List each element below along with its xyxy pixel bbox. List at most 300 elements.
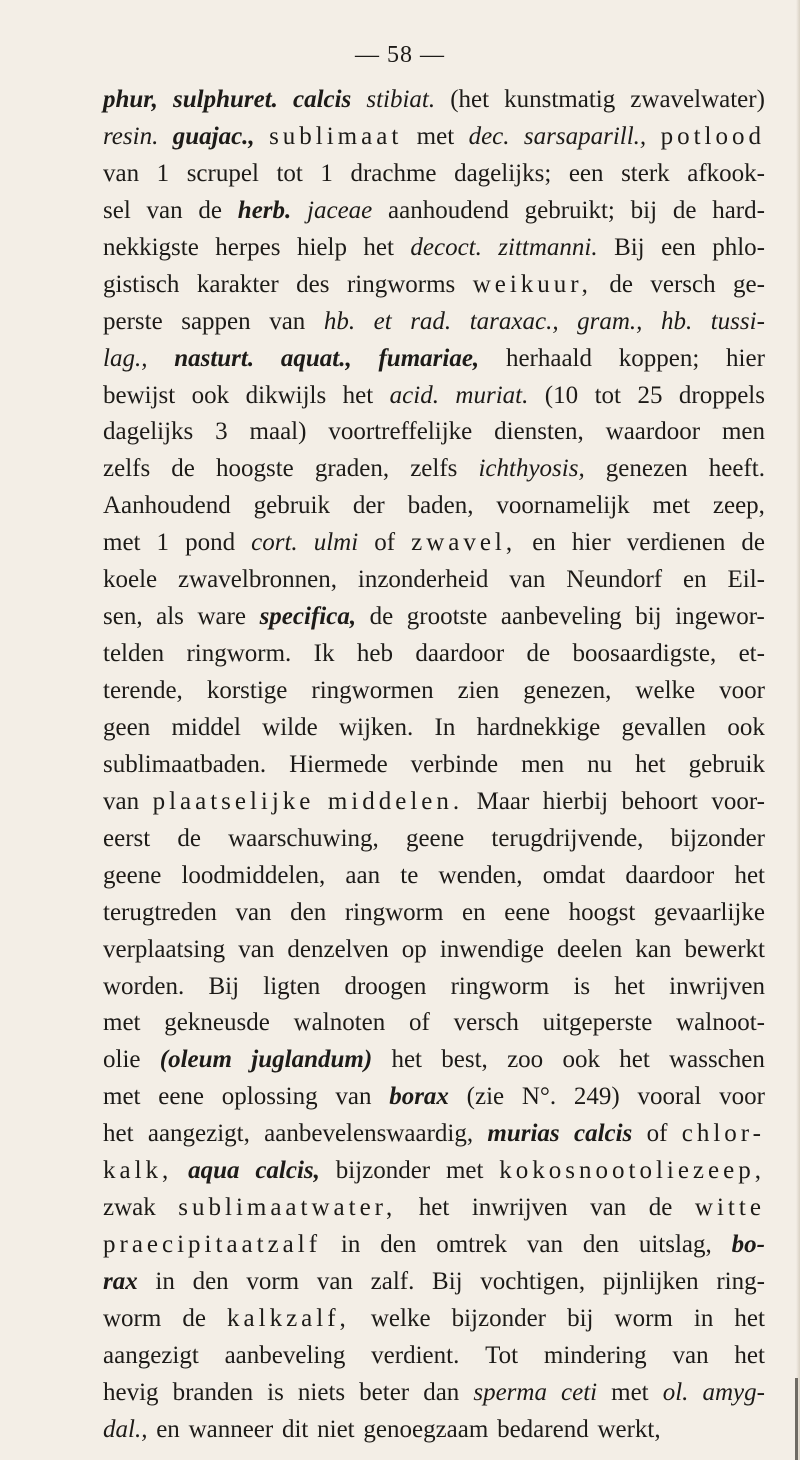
text-line — [103, 455, 765, 492]
word: zwavelbronnen, — [178, 566, 337, 594]
word: herpes — [215, 233, 281, 261]
word: aqua — [188, 1157, 240, 1185]
word: op — [401, 935, 427, 963]
word: 249) — [573, 1083, 620, 1111]
word: zwavel, — [411, 529, 517, 557]
word: middel — [171, 713, 241, 741]
word: korstige — [206, 677, 288, 704]
text-line — [103, 123, 765, 160]
word: hevig — [103, 1378, 159, 1406]
word: 25 — [637, 381, 663, 409]
word: van — [235, 898, 272, 926]
word: zien — [457, 677, 500, 704]
text-line — [103, 714, 765, 751]
word: het — [619, 1046, 650, 1074]
word: In — [434, 713, 456, 741]
body-text — [103, 86, 765, 1453]
word: bij — [630, 196, 658, 224]
word: weikuur, — [472, 270, 592, 298]
word: ringworm — [344, 898, 444, 926]
word: 1 — [156, 159, 170, 187]
word: Maar — [476, 787, 530, 815]
word: met — [652, 492, 691, 520]
word: worm — [103, 1304, 162, 1332]
word: dan — [423, 1378, 460, 1406]
word: of — [374, 529, 396, 557]
word: van — [103, 787, 140, 815]
page-number: — 58 — — [355, 42, 445, 68]
text-line — [103, 1231, 765, 1268]
word: Aanhoudend — [103, 492, 231, 520]
word: ichthyosis, — [478, 455, 585, 483]
word: borax — [389, 1083, 449, 1111]
word: in — [693, 1304, 714, 1332]
word: heeft. — [708, 455, 765, 483]
word: kan — [635, 935, 672, 963]
word: ring- — [716, 1268, 765, 1295]
word: inwrijven — [669, 972, 765, 1000]
word: geene — [103, 861, 162, 889]
word: daardoor — [415, 640, 505, 668]
word: sulphuret. — [172, 86, 278, 113]
word: aanbeveling — [500, 603, 622, 631]
word: inzonderheid — [357, 566, 489, 594]
word: 3 — [215, 418, 228, 446]
word: phur, — [103, 86, 158, 113]
word: hb. — [323, 307, 356, 335]
word: vochtigen, — [480, 1268, 586, 1295]
word: calcis, — [255, 1157, 320, 1185]
word: het — [734, 1304, 765, 1332]
word: van — [146, 196, 183, 224]
page-edge — [796, 0, 800, 1460]
word: sel — [103, 196, 131, 224]
word: is — [573, 972, 591, 1000]
word: werkt, — [597, 1415, 661, 1443]
word: versch — [650, 270, 716, 298]
word: de — [177, 824, 201, 852]
word: het — [103, 1120, 134, 1148]
word: loodmiddelen, — [181, 861, 326, 889]
word: olie — [103, 1046, 141, 1074]
word: kokosnootoliezeep, — [499, 1157, 765, 1185]
word: de — [741, 529, 765, 557]
word: van — [269, 307, 306, 335]
text-line — [103, 566, 765, 603]
word: gevallen — [621, 713, 707, 741]
word: van — [590, 1194, 627, 1222]
text-line — [103, 640, 765, 677]
word: men — [521, 750, 565, 778]
text-line — [103, 1009, 765, 1046]
word: 1 — [156, 529, 170, 557]
word: uitgeperste — [542, 1009, 653, 1037]
word: daardoor — [625, 861, 715, 889]
word: of — [646, 1120, 668, 1148]
word: gistisch — [103, 270, 180, 298]
word: bij — [635, 603, 662, 631]
word: voornamelijk — [496, 492, 630, 520]
word: praecipitaatzalf — [103, 1231, 322, 1259]
word: een — [661, 233, 696, 261]
word: bijzonder — [451, 1304, 547, 1332]
word: in — [340, 1231, 361, 1259]
text-line — [103, 1342, 765, 1379]
word: terende, — [103, 677, 183, 704]
word: hier — [726, 344, 765, 372]
word: acid. — [389, 381, 439, 409]
word: den — [582, 1231, 619, 1259]
word: boosaardigste, — [572, 640, 717, 668]
word: Bij — [614, 233, 645, 261]
word: baden, — [407, 492, 474, 520]
word: het — [391, 1046, 422, 1074]
word: lag., — [103, 344, 148, 372]
word: men — [721, 418, 765, 446]
word: calcis — [292, 86, 352, 113]
text-line — [103, 973, 765, 1010]
word: nekkigste — [103, 233, 199, 261]
word: sublimaatbaden. — [103, 750, 267, 778]
word: wilde — [262, 713, 318, 741]
word: aanbeveling — [224, 1341, 346, 1369]
word: de — [672, 196, 697, 224]
word: ceti — [561, 1378, 598, 1406]
word: branden — [172, 1378, 254, 1406]
word: met — [103, 1009, 141, 1037]
word: muriat. — [455, 381, 529, 409]
text-line — [103, 86, 765, 123]
text-line — [103, 160, 765, 197]
text-line — [103, 677, 765, 714]
word: van — [672, 1341, 709, 1369]
word: hb. — [660, 307, 693, 335]
word: Bij — [208, 972, 240, 1000]
word: de — [171, 455, 195, 483]
word: Tot — [485, 1341, 519, 1369]
word: et- — [738, 640, 765, 668]
word: ringworm. — [186, 640, 292, 668]
word: ware — [197, 603, 247, 631]
word: geene — [405, 824, 465, 852]
word: de — [198, 196, 223, 224]
word: inwrijven — [471, 1194, 568, 1222]
word: in — [155, 1268, 175, 1295]
word: bedarend — [497, 1415, 589, 1443]
word: bewijst — [103, 381, 176, 409]
text-line — [103, 345, 765, 382]
word: stibiat. — [366, 86, 436, 113]
word: worm — [614, 1304, 673, 1332]
word: kunstmatig — [504, 86, 616, 113]
word: gebruik — [253, 492, 330, 520]
word: diensten, — [494, 418, 584, 446]
word: terugdrijvende, — [491, 824, 644, 852]
word: sen, — [103, 603, 143, 631]
word: verdient. — [371, 1341, 460, 1369]
word: ook — [727, 713, 765, 741]
text-line — [103, 1157, 765, 1194]
word: bewerkt — [684, 935, 765, 963]
word: aanbevelenswaardig, — [264, 1120, 474, 1148]
word: voor — [719, 677, 765, 704]
word: ook — [562, 1046, 600, 1074]
word: der — [352, 492, 385, 520]
word: het — [734, 1341, 765, 1369]
text-line — [103, 529, 765, 566]
word: guajac., — [172, 122, 255, 150]
word: van — [316, 1268, 353, 1295]
page-edge-mark — [795, 1378, 798, 1460]
word: zeep, — [712, 492, 765, 520]
word: (10 — [544, 381, 579, 409]
word: wasschen — [669, 1046, 765, 1074]
word: perste — [103, 307, 163, 335]
word: zwavelwater) — [630, 86, 765, 113]
word: aanhoudend — [388, 196, 509, 224]
word: ook — [191, 381, 230, 409]
word: hoogste — [215, 455, 294, 483]
word: oplossing — [221, 1083, 318, 1111]
word: sarsaparill., — [523, 122, 647, 150]
word: welke — [635, 677, 696, 704]
word: ol. — [662, 1378, 689, 1406]
word: Ik — [313, 640, 335, 668]
word: het — [635, 750, 666, 778]
word: wanneer — [188, 1415, 274, 1443]
text-line — [103, 1305, 765, 1342]
word: met — [103, 529, 141, 557]
word: sublimaatwater, — [178, 1194, 397, 1222]
text-line — [103, 1083, 765, 1120]
word: heb — [356, 640, 393, 668]
word: uitslag, — [638, 1231, 712, 1259]
word: aquat., — [280, 344, 352, 372]
word: calcis — [573, 1120, 633, 1148]
word: jaceae — [307, 196, 373, 224]
word: graden, — [314, 455, 390, 483]
word: wijken. — [338, 713, 414, 741]
word: van — [509, 566, 546, 594]
word: herhaald — [505, 344, 592, 372]
word: verbinde — [410, 750, 499, 778]
word: zelfs — [103, 455, 151, 483]
word: en — [156, 1415, 180, 1443]
word: maal) — [249, 418, 307, 446]
word: murias — [487, 1120, 560, 1148]
word: kalkzalf, — [227, 1304, 350, 1332]
word: hoogst — [568, 898, 636, 926]
word: met — [611, 1378, 649, 1406]
text-line — [103, 862, 765, 899]
word: sublimaat — [269, 122, 403, 150]
word: een — [568, 159, 604, 187]
word: bij — [567, 1304, 594, 1332]
word: middelen. — [327, 787, 464, 815]
word: verplaatsing — [103, 935, 226, 963]
text-line — [103, 1194, 765, 1231]
text-line — [103, 382, 765, 419]
text-line — [103, 936, 765, 973]
word: tot — [594, 381, 621, 409]
word: witte — [694, 1194, 765, 1222]
word: het — [418, 1194, 450, 1222]
text-line — [103, 197, 765, 234]
word: taraxac., — [469, 307, 559, 335]
word: (het — [450, 86, 490, 113]
word: het — [734, 861, 765, 889]
word: waardoor — [605, 418, 701, 446]
word: karakter — [196, 270, 279, 298]
word: mindering — [543, 1341, 647, 1369]
word: Neundorf — [566, 566, 663, 594]
word: Hiermede — [289, 750, 388, 778]
word: dikwijls — [245, 381, 327, 409]
word: en — [683, 566, 707, 594]
text-line — [103, 1046, 765, 1083]
word: zelfs — [410, 455, 458, 483]
word: sterk — [621, 159, 670, 187]
word: het — [342, 381, 374, 409]
word: genoegzaam — [363, 1415, 489, 1443]
word: niets — [297, 1378, 346, 1406]
word: rax — [103, 1268, 138, 1295]
text-line — [103, 603, 765, 640]
word: hielp — [296, 233, 347, 261]
word: de — [609, 270, 633, 298]
word: aan — [345, 861, 381, 889]
word: dal., — [103, 1415, 148, 1443]
word: rad. — [410, 307, 452, 335]
word: N°. — [521, 1083, 557, 1111]
word: (zie — [466, 1083, 505, 1111]
word: bijzonder — [670, 824, 765, 852]
word: beter — [359, 1378, 410, 1406]
text-line — [103, 271, 765, 308]
word: versch — [453, 1009, 519, 1037]
word: de — [526, 640, 551, 668]
word: 1 — [320, 159, 333, 187]
word: van — [335, 1083, 372, 1111]
word: waarschuwing, — [228, 824, 379, 852]
word: herb. — [237, 196, 292, 224]
word: scrupel — [186, 159, 259, 187]
word: ingewor- — [675, 603, 765, 631]
text-line — [103, 1379, 765, 1416]
word: zoo — [507, 1046, 544, 1074]
word: hardnekkige — [476, 713, 601, 741]
word: zwak — [103, 1194, 156, 1222]
word: voor — [719, 1083, 765, 1111]
text-line — [103, 234, 765, 271]
word: gevaarlijke — [653, 898, 765, 926]
text-line — [103, 1268, 765, 1305]
word: et — [373, 307, 392, 335]
word: specifica, — [259, 603, 357, 631]
word: ringworm — [450, 972, 550, 1000]
text-line — [103, 899, 765, 936]
word: potlood — [660, 122, 765, 150]
word: walnoot- — [676, 1009, 765, 1037]
word: wenden, — [438, 861, 523, 889]
word: amyg- — [702, 1378, 765, 1406]
word: koppen; — [618, 344, 700, 372]
word: den — [290, 898, 327, 926]
word: nu — [587, 750, 613, 778]
word: dit — [281, 1415, 309, 1443]
word: phlo- — [712, 233, 765, 261]
word: fumariae, — [378, 344, 480, 372]
word: dec. — [468, 122, 510, 150]
word: verdienen — [626, 529, 726, 557]
word: den — [192, 1268, 229, 1295]
word: gebruik — [688, 750, 765, 778]
word: eene — [504, 898, 551, 926]
text-line — [103, 1416, 765, 1453]
word: van — [526, 1231, 563, 1259]
word: van — [238, 935, 275, 963]
word: niet — [317, 1415, 355, 1443]
text-line — [103, 418, 765, 455]
word: te — [400, 861, 419, 889]
word: of — [409, 1009, 430, 1037]
word: des — [296, 270, 330, 298]
word: deelen — [557, 935, 623, 963]
word: den — [380, 1231, 417, 1259]
word: Eil- — [727, 566, 765, 594]
word: als — [156, 603, 184, 631]
word: kalk, — [103, 1157, 173, 1185]
word: bo- — [731, 1231, 765, 1259]
word: (oleum — [159, 1046, 232, 1074]
word: genezen, — [523, 677, 612, 704]
word: Bij — [432, 1268, 463, 1295]
word: behoort — [621, 787, 698, 815]
word: cort. — [251, 529, 298, 557]
word: bijzonder — [335, 1157, 431, 1185]
word: droppels — [678, 381, 765, 409]
word: koele — [103, 566, 158, 594]
word: telden — [103, 640, 165, 668]
word: dagelijks — [103, 418, 194, 446]
text-line — [103, 1120, 765, 1157]
word: best, — [441, 1046, 488, 1074]
word: ulmi — [313, 529, 359, 557]
word: droogen — [344, 972, 427, 1000]
text-line — [103, 308, 765, 345]
word: walnoten — [293, 1009, 386, 1037]
word: juglandum) — [251, 1046, 373, 1074]
word: ringworms — [346, 270, 456, 298]
word: de — [648, 1194, 673, 1222]
word: grootste — [406, 603, 488, 631]
word: gram., — [577, 307, 643, 335]
text-line — [103, 788, 765, 825]
word: vooral — [637, 1083, 702, 1111]
word: de — [182, 1304, 206, 1332]
word: zittmanni. — [498, 233, 598, 261]
word: eene — [158, 1083, 205, 1111]
word: met — [416, 122, 455, 150]
word: drachme — [350, 159, 437, 187]
word: het — [363, 233, 394, 261]
word: voortreffelijke — [328, 418, 473, 446]
word: geen — [103, 713, 151, 741]
word: eerst — [103, 824, 151, 852]
word: met — [445, 1157, 484, 1185]
text-line — [103, 492, 765, 529]
word: welke — [370, 1304, 431, 1332]
